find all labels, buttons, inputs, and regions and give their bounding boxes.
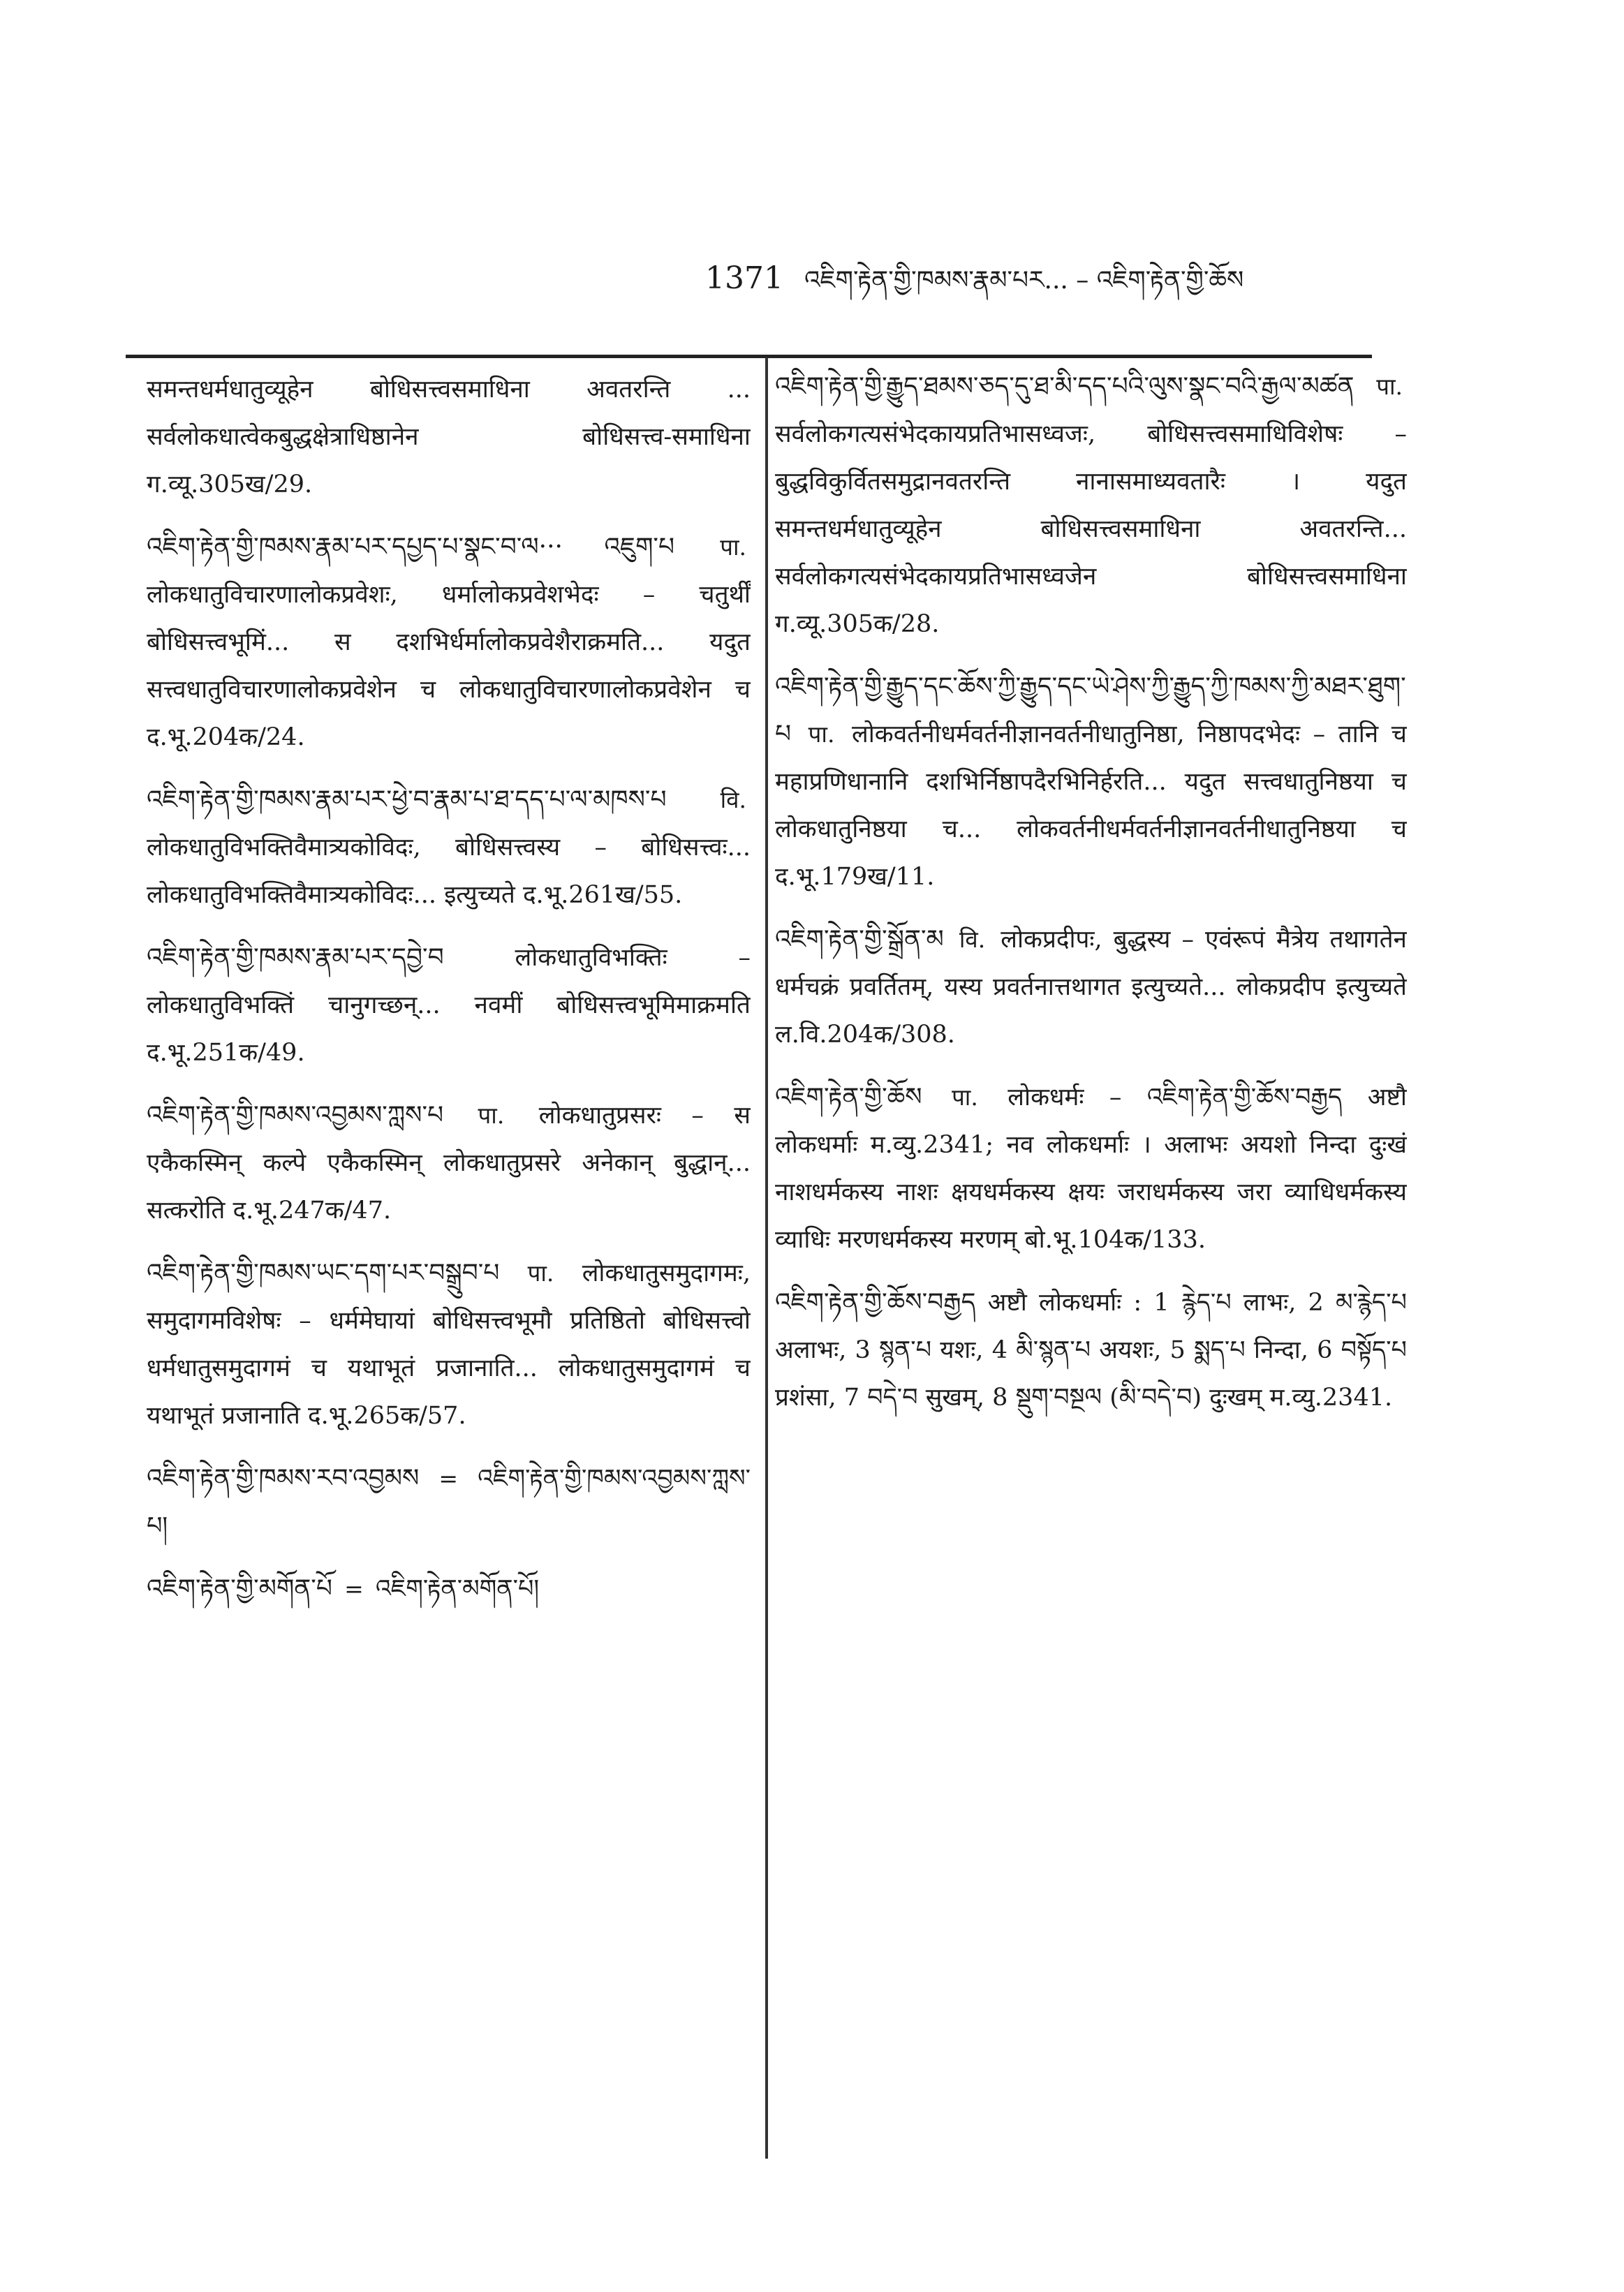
entry-abbreviation: पा.	[952, 1084, 978, 1111]
column-divider	[765, 357, 768, 2159]
dictionary-entry	[147, 934, 751, 1077]
entry-headword: འཇིག་རྟེན་གྱི་སྒྲོན་མ	[775, 925, 944, 954]
entry-abbreviation: वि.	[959, 926, 986, 953]
entry-headword: འཇིག་རྟེན་གྱི་ཁམས་རྣམ་པར་ཕྱེ་བ་རྣམ་པ་ཐ་དད་པ་ལ་མཁས་པ	[147, 785, 667, 814]
entry-headword: འཇིག་རྟེན་གྱི་ཆོས་བརྒྱད	[775, 1288, 976, 1317]
header-range: འཇིག་རྟེན་གྱི་ཁམས་རྣམ་པར... – འཇིག་རྟེན་གྱི་ཆོས	[804, 266, 1244, 295]
dictionary-entry	[775, 663, 1407, 901]
dictionary-entry	[147, 776, 751, 919]
entry-abbreviation: पा.	[808, 720, 835, 748]
dictionary-entry	[147, 366, 751, 508]
entry-text: लोकप्रदीपः, बुद्धस्य – एवंरूपं मैत्रेय तथागतेन धर्मचक्रं प्रवर्तितम्, यस्य प्रवर्तनात्तथागत इत्युच्यते... लोकप्रदीप इत्युच्यते ल.वि.204क/308.	[775, 926, 1407, 1049]
entry-headword: འཇིག་རྟེན་གྱི་མགོན་པོ	[147, 1574, 332, 1603]
entry-headword: འཇིག་རྟེན་གྱི་ཁམས་ཡང་དག་པར་བསྒྲུབ་པ	[147, 1259, 500, 1287]
dictionary-entry	[775, 363, 1407, 648]
entry-headword: འཇིག་རྟེན་གྱི་ཁམས་རྣམ་པར་དབྱེ་བ	[147, 943, 444, 972]
entry-headword: འཇིག་རྟེན་གྱི་རྒྱུད་དང་ཆོས་ཀྱི་རྒྱུད་དང་ཡེ་ཤེས་ཀྱི་རྒྱུད་ཀྱི་ཁམས་ཀྱི་མཐར་ཐུག་པ	[775, 672, 1406, 748]
entry-text: अष्टौ लोकधर्माः : 1 རྙེད་པ लाभः, 2 མ་རྙེད་པ अलाभः, 3 སྙན་པ यशः, 4 མི་སྙན་པ अयशः, 5 སྨད་པ निन्दा, 6 བསྟོད་པ प्रशंसा, 7 བདེ་བ सुखम्, 8 སྡུག་བསྔལ (མི་བདེ་བ) दुःखम् म.व्यु.2341.	[775, 1289, 1407, 1412]
entry-headword: འཇིག་རྟེན་གྱི་ཁམས་འབྱམས་ཀླས་པ	[147, 1101, 444, 1130]
entry-abbreviation: वि.	[720, 786, 746, 813]
entry-headword: འཇིག་རྟེན་གྱི་ཁམས་རྣམ་པར་དཔྱད་པ་སྣང་བ་ལ··· འཇུག་པ	[147, 533, 675, 561]
entry-text: लोकधर्मः – འཇིག་རྟེན་གྱི་ཆོས་བརྒྱད अष्टौ लोकधर्माः म.व्यु.2341; नव लोकधर्माः । अलाभः अयशो निन्दा दुःखं नाशधर्मकस्य नाशः क्षयधर्मकस्य क्षयः जराधर्मकस्य जरा व्याधिधर्मकस्य व्याधिः मरणधर्मकस्य मरणम् बो.भू.104क/133.	[775, 1084, 1407, 1254]
entry-text: समन्तधर्मधातुव्यूहेन बोधिसत्त्वसमाधिना अवतरन्ति ... सर्वलोकधात्वेकबुद्धक्षेत्राधिष्ठानेन बोधिसत्त्व-समाधिना ग.व्यू.305ख/29.	[147, 376, 751, 498]
left-column	[147, 363, 751, 2164]
dictionary-entry	[147, 1092, 751, 1234]
dictionary-entry	[147, 1455, 751, 1550]
entry-text: लोकधातुविचारणालोकप्रवेशः, धर्मालोकप्रवेशभेदः – चतुर्थीं बोधिसत्त्वभूमिं... स दशभिर्धर्मालोकप्रवेशैराक्रमति... यदुत सत्त्वधातुविचारणालोकप्रवेशेन च लोकधातुविचारणालोकप्रवेशेन च द.भू.204क/24.	[147, 581, 751, 751]
page-number: 1371	[705, 260, 783, 296]
entry-headword: འཇིག་རྟེན་གྱི་ཆོས	[775, 1083, 922, 1111]
dictionary-entry	[775, 1279, 1407, 1421]
entry-text: लोकधातुविभक्तिः – लोकधातुविभक्तिं चानुगच्छन्... नवमीं बोधिसत्त्वभूमिमाक्रमति द.भू.251क/49.	[147, 944, 751, 1067]
dictionary-entry	[775, 1074, 1407, 1264]
entry-abbreviation: पा.	[720, 533, 746, 561]
entry-headword: འཇིག་རྟེན་གྱི་རྒྱུད་ཐམས་ཅད་དུ་ཐ་མི་དད་པའི་ལུས་སྣང་བའི་རྒྱལ་མཚན	[775, 372, 1354, 401]
entry-abbreviation: पा.	[527, 1259, 554, 1287]
page-header	[705, 251, 1403, 296]
entry-text: लोकधातुसमुदागमः, समुदागमविशेषः – धर्ममेघायां बोधिसत्त्वभूमौ प्रतिष्ठितो बोधिसत्त्वो धर्मधातुसमुदागमं च यथाभूतं प्रजानाति... लोकधातुसमुदागमं च यथाभूतं प्रजानाति द.भू.265क/57.	[147, 1259, 751, 1430]
entry-text: འཇིག་རྟེན་གྱི་ཁམས་འབྱམས་ཀླས་པ།	[147, 1465, 751, 1540]
dictionary-entry	[775, 916, 1407, 1058]
dictionary-entry	[147, 1250, 751, 1440]
entry-abbreviation: =	[344, 1575, 364, 1602]
entry-text: लोकधातुप्रसरः – स एकैकस्मिन् कल्पे एकैकस्मिन् लोकधातुप्रसरे अनेकान् बुद्धान्... सत्करोति द.भू.247क/47.	[147, 1102, 751, 1225]
header-rule	[126, 355, 1372, 358]
entry-text: लोकधातुविभक्तिवैमात्र्यकोविदः, बोधिसत्त्वस्य – बोधिसत्त्वः... लोकधातुविभक्तिवैमात्र्यकोविदः... इत्युच्यते द.भू.261ख/55.	[147, 834, 751, 909]
entry-abbreviation: पा.	[1376, 373, 1403, 400]
entry-text: सर्वलोकगत्यसंभेदकायप्रतिभासध्वजः, बोधिसत्त्वसमाधिविशेषः – बुद्धविकुर्वितसमुद्रानवतरन्ति नानासमाध्यवतारैः । यदुत समन्तधर्मधातुव्यूहेन बोधिसत्त्वसमाधिना अवतरन्ति... सर्वलोकगत्यसंभेदकायप्रतिभासध्वजेन बोधिसत्त्वसमाधिना ग.व्यू.305क/28.	[775, 420, 1407, 638]
entry-abbreviation: पा.	[478, 1102, 505, 1129]
entry-text: འཇིག་རྟེན་མགོན་པོ།	[375, 1575, 540, 1603]
dictionary-entry	[147, 524, 751, 761]
right-column	[775, 363, 1407, 2164]
entry-abbreviation: =	[438, 1465, 459, 1492]
entry-headword: འཇིག་རྟེན་གྱི་ཁམས་རབ་འབྱམས	[147, 1464, 420, 1493]
entry-text: लोकवर्तनीधर्मवर्तनीज्ञानवर्तनीधातुनिष्ठा, निष्ठापदभेदः – तानि च महाप्रणिधानानि दशभिर्निष्ठापदैरभिनिर्हरति... यदुत सत्त्वधातुनिष्ठया च लोकधातुनिष्ठया च... लोकवर्तनीधर्मवर्तनीज्ञानवर्तनीधातुनिष्ठया च द.भू.179ख/11.	[775, 720, 1407, 891]
dictionary-entry	[147, 1565, 751, 1613]
